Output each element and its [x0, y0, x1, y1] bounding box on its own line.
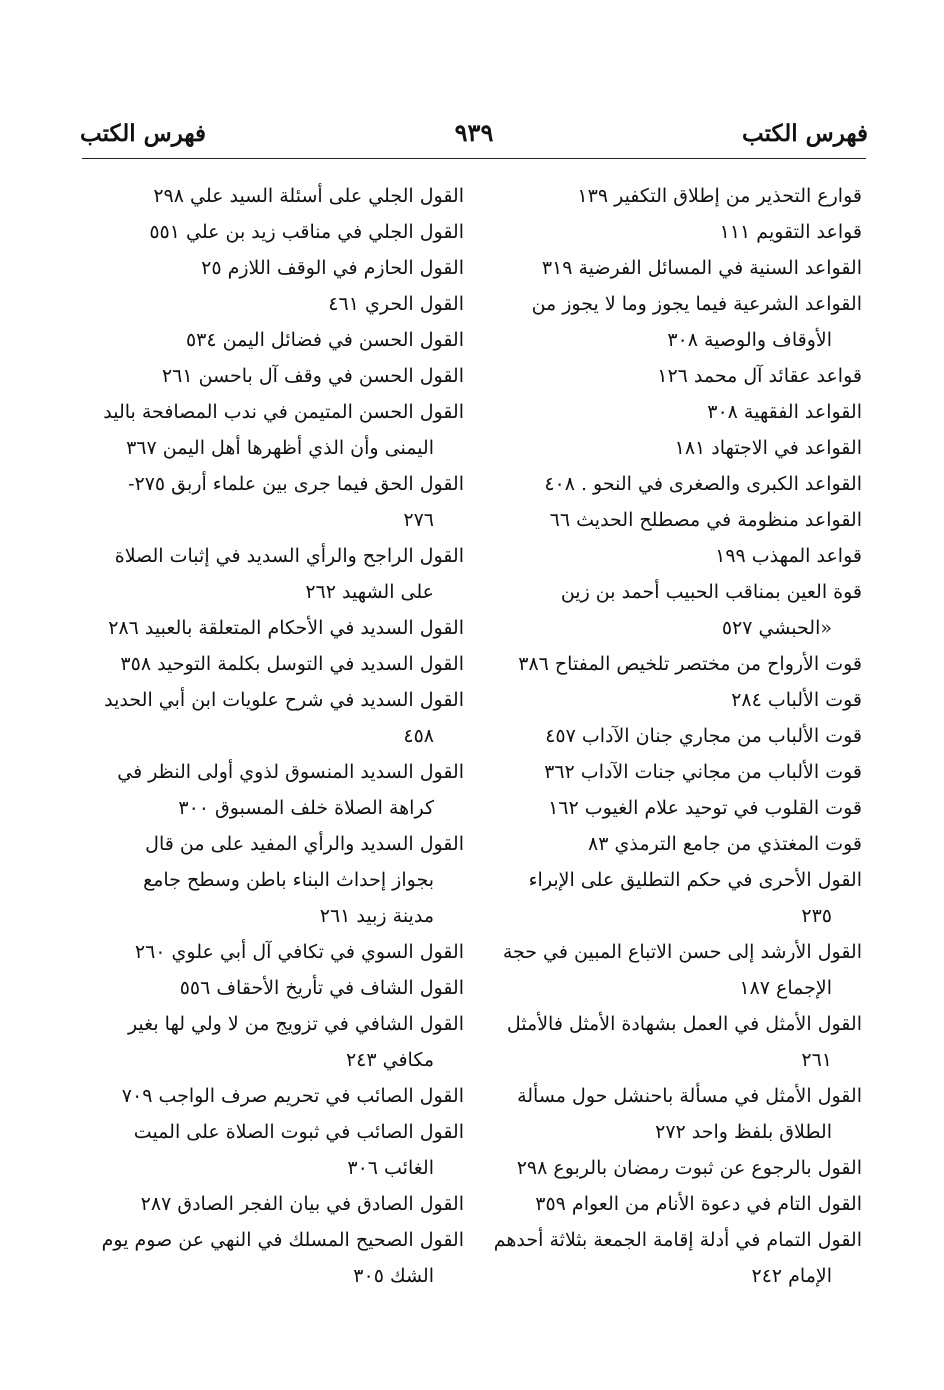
index-entry: قوة العين بمناقب الحبيب أحمد بن زين «الحبشي ٥٢٧ — [560, 581, 862, 639]
page-number: ٩٣٩ — [454, 118, 494, 147]
header-divider — [82, 158, 866, 159]
index-entry: القول الأحرى في حكم التطليق على الإبراء ٢٣٥ — [528, 869, 862, 927]
index-entry: القواعد الكبرى والصغرى في النحو . ٤٠٨ — [544, 473, 862, 495]
index-entry: القول الحري ٤٦١ — [328, 293, 464, 315]
index-entry: القواعد في الاجتهاد ١٨١ — [674, 437, 862, 459]
index-entry: القول الحق فيما جرى بين علماء أربق ٢٧٥- ٢٧٦ — [128, 473, 464, 531]
index-entry: القول الصحيح المسلك في النهي عن صوم يوم الشك ٣٠٥ — [101, 1229, 464, 1287]
index-entry: قوت الألباب ٢٨٤ — [731, 689, 862, 711]
index-entry: القول الشافي في تزويج من لا ولي لها بغير مكافي ٢٤٣ — [127, 1013, 464, 1071]
index-entry: القول التمام في أدلة إقامة الجمعة بثلاثة أحدهم الإمام ٢٤٢ — [493, 1229, 862, 1287]
index-entry: القواعد منظومة في مصطلح الحديث ٦٦ — [549, 509, 862, 531]
index-entry: قوت المغتذي من جامع الترمذي ٨٣ — [588, 833, 862, 855]
index-entry: القواعد السنية في المسائل الفرضية ٣١٩ — [541, 257, 862, 279]
index-entry: القول الحسن المتيمن في ندب المصافحة باليد اليمنى وأن الذي أظهرها أهل اليمن ٣٦٧ — [103, 401, 464, 459]
index-entry: القول الصائب في ثبوت الصلاة على الميت الغائب ٣٠٦ — [133, 1121, 464, 1179]
index-entry: القول الأرشد إلى حسن الاتباع المبين في حجة الإجماع ١٨٧ — [502, 941, 862, 999]
index-entry: القواعد الفقهية ٣٠٨ — [707, 401, 862, 423]
index-entry: قوت القلوب في توحيد علام الغيوب ١٦٢ — [548, 797, 862, 819]
index-entry: قوارع التحذير من إطلاق التكفير ١٣٩ — [577, 185, 862, 207]
index-entry: القول الجلي على أسئلة السيد علي ٢٩٨ — [153, 185, 464, 207]
index-entry: القول الصائب في تحريم صرف الواجب ٧٠٩ — [121, 1085, 464, 1107]
index-entry: قوت الأرواح من مختصر تلخيص المفتاح ٣٨٦ — [518, 653, 862, 675]
running-title-left: فهرس الكتب — [80, 120, 206, 147]
index-column-left — [98, 178, 464, 1294]
index-entry: قوت الألباب من مجاري جنان الآداب ٤٥٧ — [545, 725, 862, 747]
index-entry: القول بالرجوع عن ثبوت رمضان بالربوع ٢٩٨ — [516, 1157, 862, 1179]
index-entry: القول الشاف في تأريخ الأحقاف ٥٥٦ — [179, 977, 464, 999]
index-entry: القول الراجح والرأي السديد في إثبات الصلاة على الشهيد ٢٦٢ — [114, 545, 464, 603]
running-title-right: فهرس الكتب — [742, 120, 868, 147]
page-header — [80, 112, 868, 156]
index-entry: القول السوي في تكافي آل أبي علوي ٢٦٠ — [134, 941, 464, 963]
index-entry: قوت الألباب من مجاني جنات الآداب ٣٦٢ — [544, 761, 862, 783]
index-entry: القول السديد والرأي المفيد على من قال بجواز إحداث البناء باطن وسطح جامع مدينة زبيد ٢٦١ — [143, 833, 464, 927]
index-entry: القول السديد في شرح علويات ابن أبي الحديد ٤٥٨ — [104, 689, 464, 747]
index-entry: قواعد المهذب ١٩٩ — [715, 545, 862, 567]
index-entry: قواعد التقويم ١١١ — [719, 221, 862, 243]
index-entry: القول السديد المنسوق لذوي أولى النظر في كراهة الصلاة خلف المسبوق ٣٠٠ — [117, 761, 464, 819]
index-entry: القول الحسن في فضائل اليمن ٥٣٤ — [185, 329, 464, 351]
index-entry: القول الحازم في الوقف اللازم ٢٥ — [201, 257, 464, 279]
index-entry: القول الأمثل في العمل بشهادة الأمثل فالأمثل ٢٦١ — [506, 1013, 862, 1071]
index-entry: القول الصادق في بيان الفجر الصادق ٢٨٧ — [140, 1193, 464, 1215]
index-entry: القول التام في دعوة الأنام من العوام ٣٥٩ — [535, 1193, 862, 1215]
index-entry: القول السديد في التوسل بكلمة التوحيد ٣٥٨ — [120, 653, 464, 675]
index-column-right — [492, 178, 862, 1294]
index-entry: القول الأمثل في مسألة باحنشل حول مسألة الطلاق بلفظ واحد ٢٧٢ — [517, 1085, 862, 1143]
index-entry: القواعد الشرعية فيما يجوز وما لا يجوز من الأوقاف والوصية ٣٠٨ — [531, 293, 862, 351]
index-entry: القول السديد في الأحكام المتعلقة بالعبيد ٢٨٦ — [108, 617, 464, 639]
index-entry: قواعد عقائد آل محمد ١٢٦ — [657, 365, 862, 387]
index-entry: القول الجلي في مناقب زيد بن علي ٥٥١ — [149, 221, 464, 243]
index-entry: القول الحسن في وقف آل باحسن ٢٦١ — [161, 365, 464, 387]
